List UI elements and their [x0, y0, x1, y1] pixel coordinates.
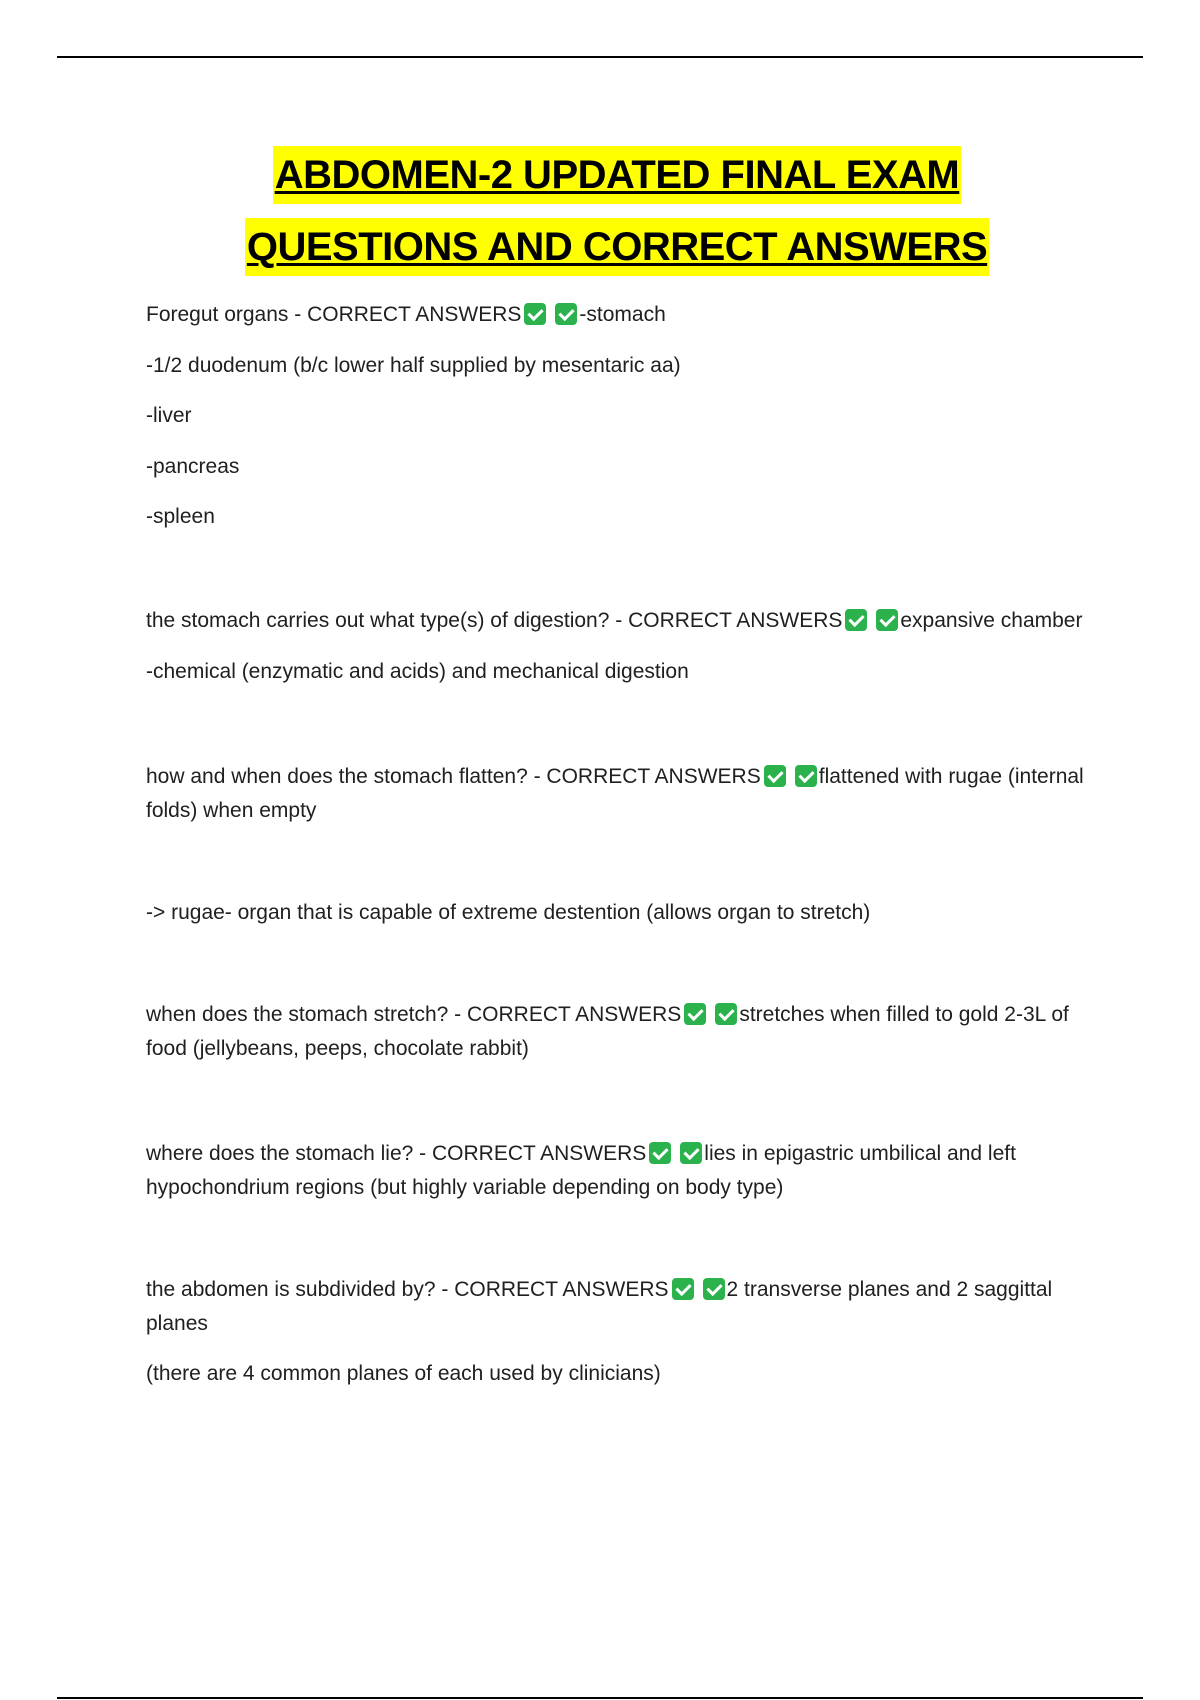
check-mark-icon: [764, 765, 786, 787]
check-mark-icon: [684, 1003, 706, 1025]
check-mark-icon: [672, 1278, 694, 1300]
top-rule: [57, 56, 1143, 58]
check-mark-icon: [680, 1142, 702, 1164]
answer-line: -liver: [146, 404, 192, 427]
check-mark-icon: [649, 1142, 671, 1164]
answer-text: flattened with rugae (internal folds) when empty: [146, 765, 1084, 822]
answer-tag: CORRECT ANSWERS: [431, 1142, 647, 1165]
answer-text: 2 transverse planes and 2 saggittal planes: [146, 1278, 1053, 1335]
title-line-1: ABDOMEN-2 UPDATED FINAL EXAM: [273, 146, 962, 204]
answer-line: -1/2 duodenum (b/c lower half supplied by mesentaric aa): [146, 354, 681, 377]
question-text: Foregut organs -: [146, 303, 308, 326]
check-mark-icon: [845, 609, 867, 631]
answer-tag: CORRECT ANSWERS: [467, 1003, 682, 1026]
question-text: where does the stomach lie? -: [146, 1142, 432, 1165]
answer-tag: CORRECT ANSWERS: [628, 609, 843, 632]
qa-item-2: [146, 604, 1086, 638]
answer-text: lies in epigastric umbilical and left hypochondrium regions (but highly variable depending on body type): [146, 1142, 1016, 1199]
question-text: when does the stomach stretch? -: [146, 1003, 467, 1026]
answer-text: expansive chamber: [900, 609, 1083, 632]
answer-text: stretches when filled to gold 2-3L of food (jellybeans, peeps, chocolate rabbit): [146, 1003, 1069, 1060]
answer-line: -pancreas: [146, 455, 240, 478]
answer-line: -spleen: [146, 505, 215, 528]
qa-item-3: [146, 760, 1086, 828]
check-mark-icon: [876, 609, 898, 631]
check-mark-icon: [715, 1003, 737, 1025]
answer-tag: CORRECT ANSWERS: [307, 303, 522, 326]
question-text: the stomach carries out what type(s) of digestion? -: [146, 609, 629, 632]
check-mark-icon: [795, 765, 817, 787]
qa-item-4: [146, 998, 1086, 1066]
answer-line: -chemical (enzymatic and acids) and mechanical digestion: [146, 660, 689, 683]
question-text: how and when does the stomach flatten? -: [146, 765, 547, 788]
check-mark-icon: [555, 303, 577, 325]
answer-tag: CORRECT ANSWERS: [546, 765, 761, 788]
qa-item-1: [146, 298, 1086, 332]
answer-line: (there are 4 common planes of each used by clinicians): [146, 1362, 661, 1385]
bottom-rule: [57, 1697, 1143, 1699]
check-mark-icon: [524, 303, 546, 325]
qa-item-5: [146, 1137, 1086, 1205]
document-title: [0, 146, 1200, 276]
answer-text: -stomach: [579, 303, 666, 326]
answer-tag: CORRECT ANSWERS: [454, 1278, 669, 1301]
check-mark-icon: [703, 1278, 725, 1300]
question-text: the abdomen is subdivided by? -: [146, 1278, 455, 1301]
qa-content: [146, 298, 1086, 1391]
note-line: -> rugae- organ that is capable of extreme destention (allows organ to stretch): [146, 901, 871, 924]
title-line-2: QUESTIONS AND CORRECT ANSWERS: [245, 218, 989, 276]
qa-item-6: [146, 1273, 1086, 1341]
